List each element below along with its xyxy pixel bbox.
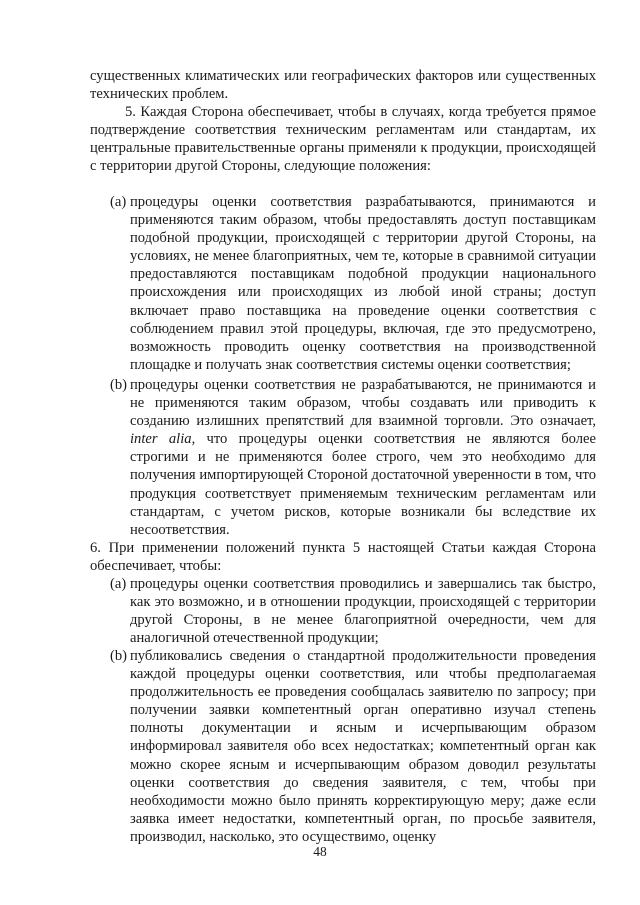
list-label: (a) <box>110 194 127 210</box>
paragraph-6: 6. При применении положений пункта 5 настоящей Статьи каждая Сторона обеспечивает, чтобы: <box>90 540 596 575</box>
page-number: 48 <box>313 844 327 859</box>
list-label: (b) <box>110 377 128 393</box>
text-part: процедуры оценки соответствия не разрабатываются, не принимаются и не применяются таким образом, чтобы создавать или приводить к созданию излишних препятствий для взаимной торговли. Это означает, <box>130 377 596 430</box>
latin-phrase: inter alia <box>130 431 192 448</box>
list-label: (a) <box>110 576 127 592</box>
list-item-text: процедуры оценки соответствия проводились и завершались так быстро, как это возможно, и в отношении продукции, происходящей с территории другой Стороны, в не менее благоприятной очередности, чем для аналогичной отечественной продукции; <box>130 576 596 647</box>
paragraph-5: 5. Каждая Сторона обеспечивает, чтобы в случаях, когда требуется прямое подтверждение соответствия техническим регламентам или стандартам, их центральные правительственные органы применяли к продукции, происходящей с территории другой Стороны, следующие положения: <box>90 104 596 175</box>
list-item-text: публиковались сведения о стандартной продолжительности проведения каждой процедуры оценки соответствия, или чтобы предполагаемая продолжительность ее проведения сообщалась заявителю по запросу; при получении заявки компетентный орган оперативно изучал степень полноты документации и ясным и исчерпывающим образом информировал заявителя обо всех недостатках; компетентный орган как можно скорее ясным и исчерпывающим образом доводил результаты оценки соответствия до сведения заявителя, с тем, чтобы при необходимости можно было принять корректирующую меру; даже если заявка имеет недостатки, компетентный орган, по просьбе заявителя, производил, насколько, это осуществимо, оценку <box>130 648 596 845</box>
list-item-text: процедуры оценки соответствия разрабатываются, принимаются и применяются таким образом, чтобы предоставлять доступ поставщикам подобной продукции, происходящей с территории другой Стороны, на условиях, не менее благоприятных, чем те, которые в сравнимой ситуации предоставляются поставщикам подобной продукции национального происхождения или происходящих из любой иной страны; доступ включает право поставщика на проведение оценки соответствия с соблюдением правил этой процедуры, включая, где это предусмотрено, возможность проводить оценку соответствия на производственной площадке и получать знак соответствия системы оценки соответствия; <box>130 194 596 373</box>
list-item-text <box>130 376 596 539</box>
paragraph-continuation: существенных климатических или географических факторов или существенных технических проблем. <box>90 68 596 103</box>
text-part: , что процедуры оценки соответствия не являются более строгими и не применяются более строго, чем это необходимо для получения импортирующей Стороной достаточной уверенности в том, что продукция соответствует применяемым техническим регламентам или стандартам, с учетом рисков, которые возникали бы вследствие их несоответствия. <box>130 431 596 538</box>
list-label: (b) <box>110 648 128 664</box>
